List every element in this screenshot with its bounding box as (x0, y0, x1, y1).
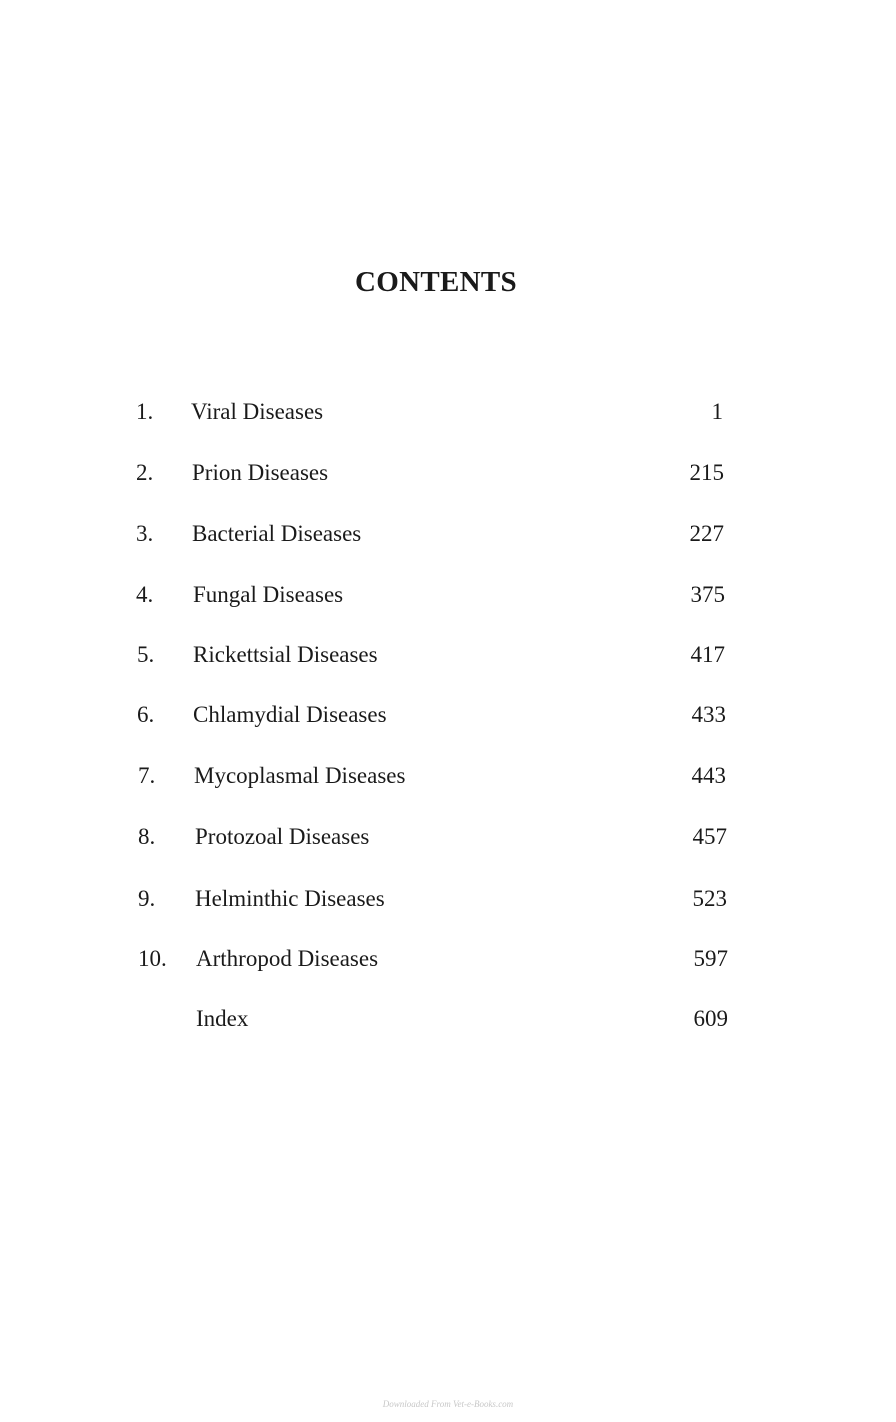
chapter-title: Helminthic Diseases (195, 886, 385, 911)
toc-entry[interactable] (0, 999, 896, 1039)
chapter-title: Viral Diseases (191, 399, 324, 424)
page-title: CONTENTS (355, 266, 517, 298)
page-number: 433 (691, 702, 726, 727)
chapter-number: 6. (137, 702, 155, 727)
chapter-title: Index (196, 1006, 249, 1031)
chapter-number: 5. (137, 642, 155, 667)
chapter-number: 2. (136, 460, 154, 485)
chapter-title: Chlamydial Diseases (193, 702, 387, 727)
chapter-title: Bacterial Diseases (192, 521, 362, 546)
chapter-number: 3. (136, 521, 154, 546)
toc-entry[interactable] (0, 695, 896, 735)
page-number: 215 (689, 460, 724, 485)
page-number: 523 (692, 886, 727, 911)
toc-entry[interactable] (0, 817, 896, 857)
page-number: 457 (692, 824, 727, 849)
toc-entry[interactable] (0, 635, 896, 675)
page-number: 227 (689, 521, 724, 546)
chapter-title: Mycoplasmal Diseases (194, 763, 406, 788)
page-number: 375 (690, 582, 725, 607)
chapter-number: 1. (136, 399, 154, 424)
chapter-title: Protozoal Diseases (195, 824, 370, 849)
page-number: 1 (711, 399, 723, 424)
chapter-number: 7. (138, 763, 156, 788)
page-number: 597 (693, 946, 728, 971)
toc-entry[interactable] (0, 939, 896, 979)
chapter-title: Rickettsial Diseases (193, 642, 378, 667)
chapter-title: Fungal Diseases (193, 582, 344, 607)
chapter-title: Prion Diseases (192, 460, 329, 485)
toc-entry[interactable] (0, 756, 896, 796)
toc-entry[interactable] (0, 392, 896, 432)
chapter-number: 4. (136, 582, 154, 607)
footer-watermark: Downloaded From Vet-e-Books.com (382, 1399, 514, 1409)
chapter-title: Arthropod Diseases (196, 946, 379, 971)
chapter-number: 8. (138, 824, 156, 849)
toc-entry[interactable] (0, 514, 896, 554)
toc-entry[interactable] (0, 879, 896, 919)
chapter-number: 10. (138, 946, 167, 971)
chapter-number: 9. (138, 886, 156, 911)
toc-entry[interactable] (0, 575, 896, 615)
toc-entry[interactable] (0, 453, 896, 493)
page-number: 443 (691, 763, 726, 788)
page-number: 609 (693, 1006, 728, 1031)
page-number: 417 (690, 642, 725, 667)
